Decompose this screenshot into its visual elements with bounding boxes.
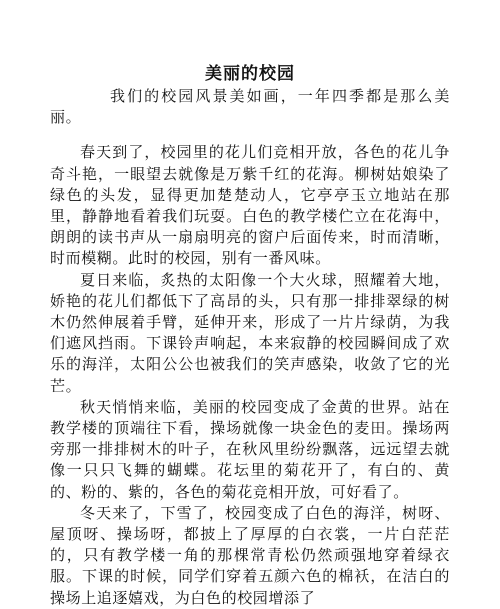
summer-paragraph: 夏日来临，炙热的太阳像一个大火球，照耀着大地，娇艳的花儿们都低下了高昂的头，只有那一排排翠绿的树木仍然伸展着手臂，延伸开来，形成了一片片绿荫，为我们遮风挡雨。下课铃声响起，本来寂静的校园瞬间成了欢乐的海洋，太阳公公也被我们的笑声感染，收敛了它的光芒。 <box>50 270 450 395</box>
document-body <box>50 86 450 609</box>
winter-paragraph: 冬天来了，下雪了，校园变成了白色的海洋，树呀、屋顶呀、操场呀，都披上了厚厚的白衣裳，一片白茫茫的，只有教学楼一角的那棵常青松仍然顽强地穿着绿衣服。下课的时候，同学们穿着五颜六色的棉袄，在洁白的操场上追逐嬉戏，为白色的校园增添了 <box>50 503 450 607</box>
document-title: 美丽的校园 <box>205 64 295 84</box>
spring-paragraph: 春天到了，校园里的花儿们竞相开放，各色的花儿争奇斗艳，一眼望去就像是万紫千红的花海。柳树姑娘染了绿色的头发，显得更加楚楚动人，它亭亭玉立地站在那里，静静地看着我们玩耍。白色的教学楼伫立在花海中，朗朗的读书声从一扇扇明亮的窗户后面传来，时而清晰，时而模糊。此时的校园，别有一番风味。 <box>50 143 450 268</box>
autumn-paragraph: 秋天悄悄来临，美丽的校园变成了金黄的世界。站在教学楼的顶端往下看，操场就像一块金色的麦田。操场两旁那一排排树木的叶子，在秋风里纷纷飘落，远远望去就像一只只飞舞的蝴蝶。花坛里的菊花开了，有白的、黄的、粉的、紫的，各色的菊花竞相开放，可好看了。 <box>50 397 450 501</box>
intro-paragraph: 我们的校园风景美如画，一年四季都是那么美丽。 <box>50 87 450 127</box>
